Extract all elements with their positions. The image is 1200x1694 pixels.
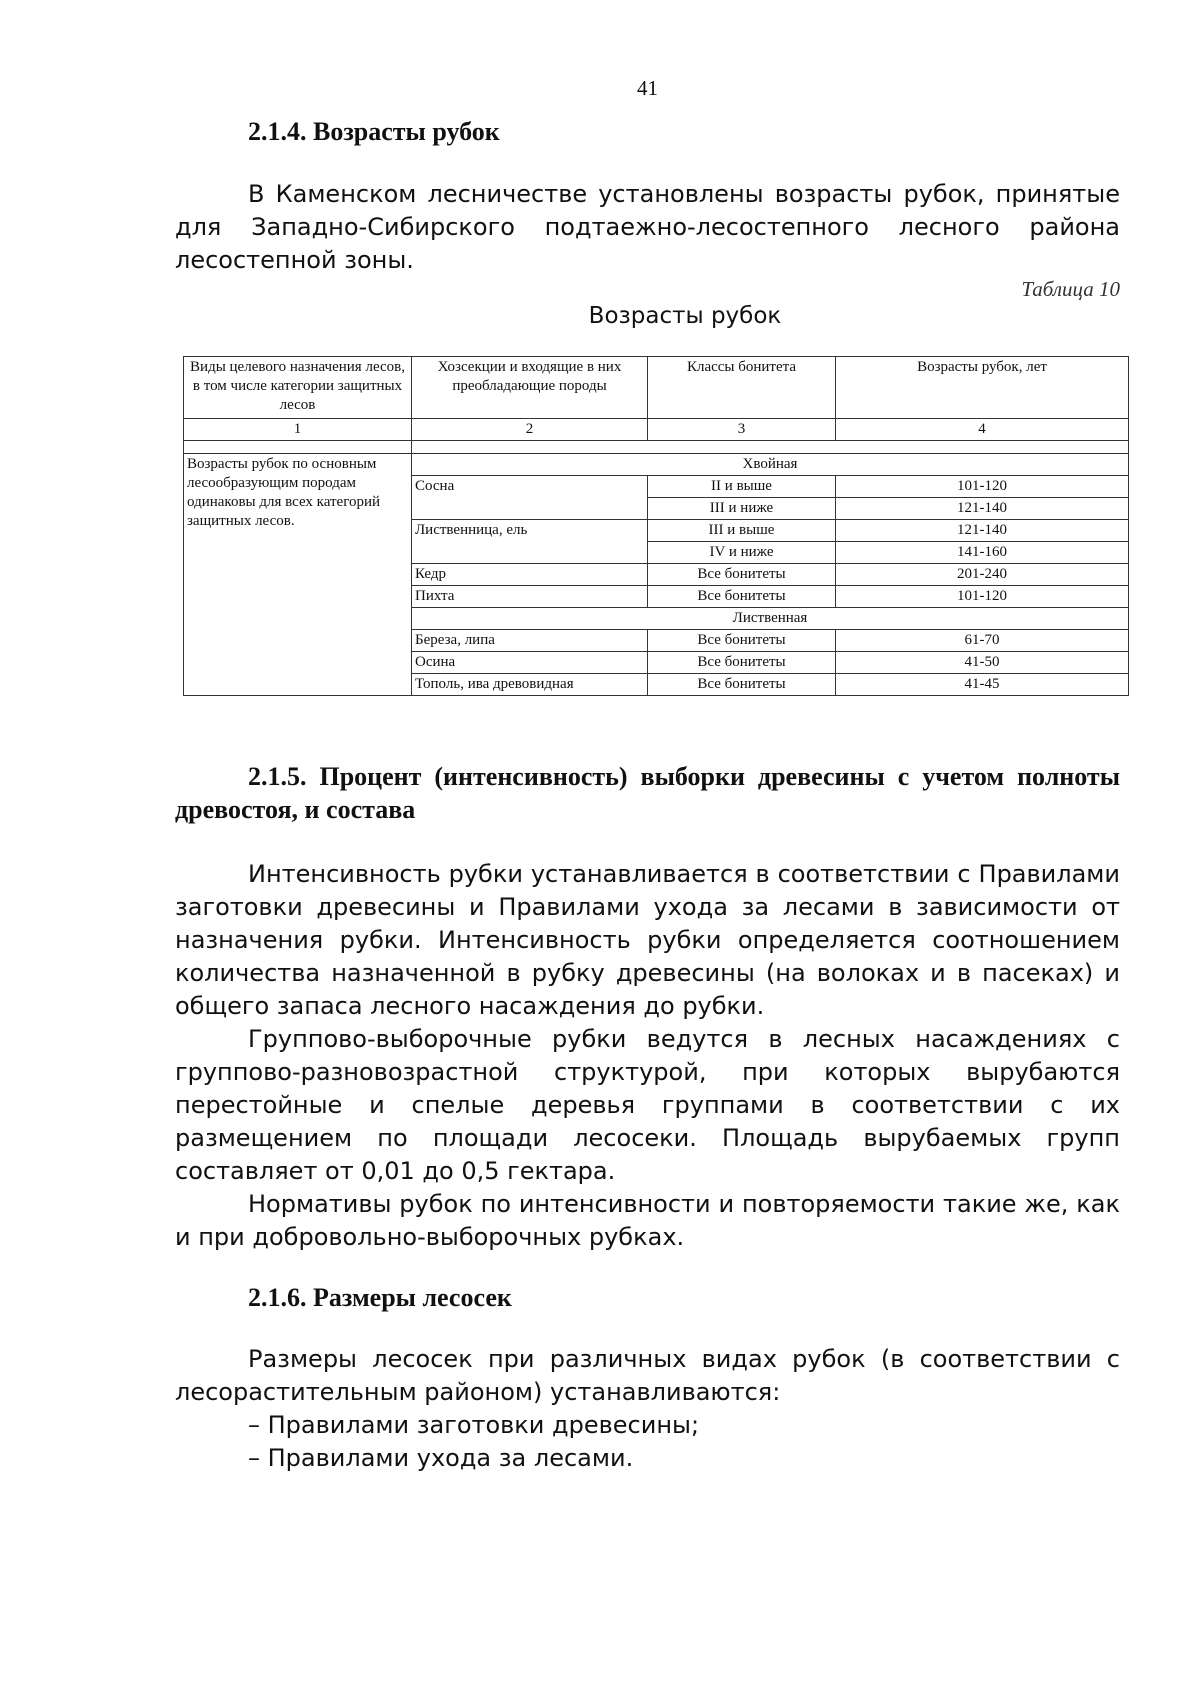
- section-215-paragraph-3: Нормативы рубок по интенсивности и повторяемости такие же, как и при добровольно-выборочных рубках.: [175, 1190, 1120, 1251]
- header-species: Хозсекции и входящие в них преобладающие породы: [412, 357, 648, 419]
- age-cell: 61-70: [836, 630, 1129, 652]
- column-number: 1: [184, 419, 412, 441]
- section-label-conifer: Хвойная: [412, 454, 1129, 476]
- species-cell: Лиственница, ель: [412, 520, 648, 564]
- column-number-row: [184, 419, 1129, 441]
- species-cell: Береза, липа: [412, 630, 648, 652]
- section-214-heading: 2.1.4. Возрасты рубок: [248, 117, 500, 146]
- age-cell: 101-120: [836, 476, 1129, 498]
- column-number: 2: [412, 419, 648, 441]
- list-item: – Правилами заготовки древесины;: [248, 1411, 700, 1439]
- class-cell: Все бонитеты: [648, 586, 836, 608]
- class-cell: III и ниже: [648, 498, 836, 520]
- table-title: Возрасты рубок: [588, 303, 782, 329]
- species-cell: Тополь, ива древовидная: [412, 674, 648, 696]
- section-216-heading: 2.1.6. Размеры лесосек: [248, 1283, 512, 1312]
- section-215-paragraph-1: Интенсивность рубки устанавливается в соответствии с Правилами заготовки древесины и Правилами ухода за лесами в зависимости от назначения рубки. Интенсивность рубки определяется соотношением количества назначенной в рубку древесины (на волоках и в пасеках) и общего запаса лесного насаждения до рубки.: [175, 860, 1120, 1020]
- section-row-conifer: [184, 454, 1129, 476]
- section-label-deciduous: Лиственная: [412, 608, 1129, 630]
- cutting-age-table: [183, 356, 1129, 696]
- purpose-cell: Возрасты рубок по основным лесообразующим породам одинаковы для всех категорий защитных лесов.: [184, 454, 412, 696]
- section-214-paragraph: В Каменском лесничестве установлены возрасты рубок, принятые для Западно-Сибирского подтаежно-лесостепного лесного района лесостепной зоны.: [175, 180, 1120, 274]
- list-item: – Правилами ухода за лесами.: [248, 1444, 634, 1472]
- section-215-paragraph-2: Группово-выборочные рубки ведутся в лесных насаждениях с группово-разновозрастной структурой, при которых вырубаются перестойные и спелые деревья группами в соответствии с их размещением по площади лесосеки. Площадь вырубаемых групп составляет от 0,01 до 0,5 гектара.: [175, 1025, 1120, 1185]
- column-number: 3: [648, 419, 836, 441]
- species-cell: Осина: [412, 652, 648, 674]
- age-cell: 41-50: [836, 652, 1129, 674]
- species-cell: Кедр: [412, 564, 648, 586]
- species-cell: Сосна: [412, 476, 648, 520]
- age-cell: 101-120: [836, 586, 1129, 608]
- section-215-heading: 2.1.5. Процент (интенсивность) выборки древесины с учетом полноты древостоя, и состава: [175, 762, 1120, 824]
- header-class: Классы бонитета: [648, 357, 836, 419]
- class-cell: II и выше: [648, 476, 836, 498]
- table-header-row: [184, 357, 1129, 419]
- page-number: 41: [637, 76, 658, 100]
- section-216-paragraph: Размеры лесосек при различных видах рубок (в соответствии с лесорастительным районом) устанавливаются:: [175, 1345, 1120, 1406]
- header-age: Возрасты рубок, лет: [836, 357, 1129, 419]
- table-label: Таблица 10: [1021, 277, 1120, 301]
- class-cell: IV и ниже: [648, 542, 836, 564]
- column-number: 4: [836, 419, 1129, 441]
- class-cell: Все бонитеты: [648, 674, 836, 696]
- age-cell: 41-45: [836, 674, 1129, 696]
- class-cell: III и выше: [648, 520, 836, 542]
- header-purpose: Виды целевого назначения лесов, в том числе категории защитных лесов: [184, 357, 412, 419]
- age-cell: 141-160: [836, 542, 1129, 564]
- age-cell: 121-140: [836, 520, 1129, 542]
- class-cell: Все бонитеты: [648, 630, 836, 652]
- class-cell: Все бонитеты: [648, 652, 836, 674]
- spacer-row: [184, 441, 1129, 454]
- age-cell: 201-240: [836, 564, 1129, 586]
- age-cell: 121-140: [836, 498, 1129, 520]
- class-cell: Все бонитеты: [648, 564, 836, 586]
- species-cell: Пихта: [412, 586, 648, 608]
